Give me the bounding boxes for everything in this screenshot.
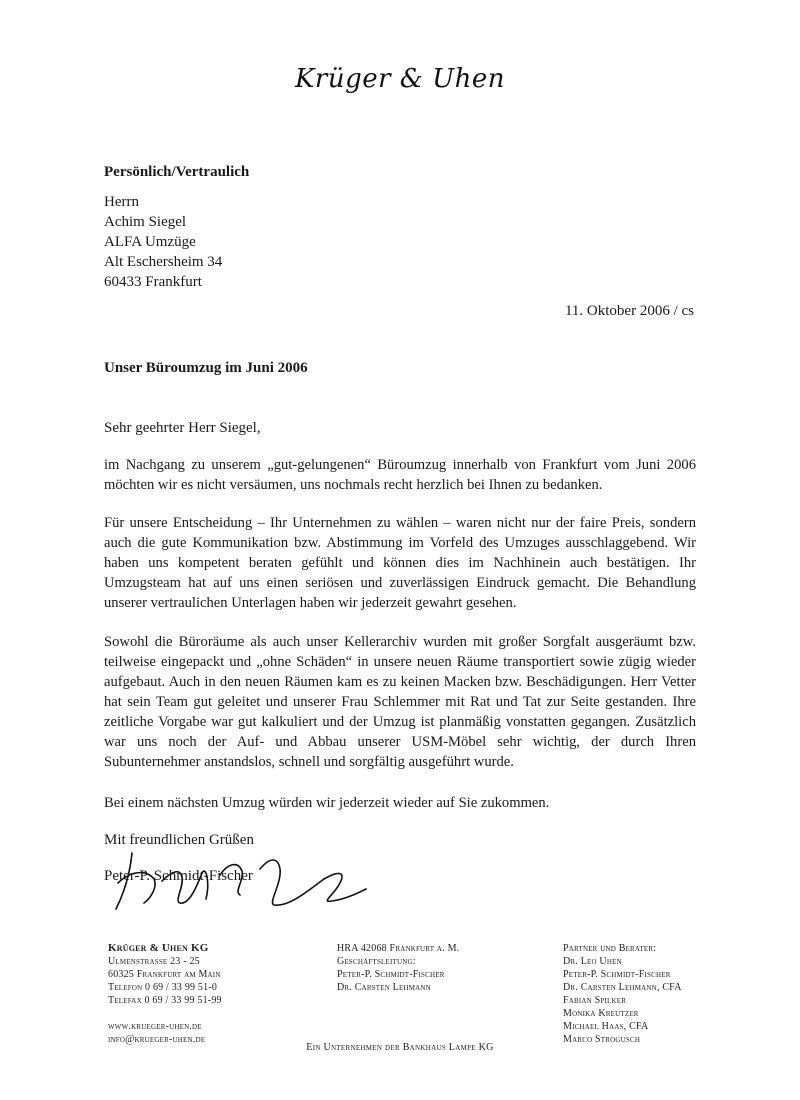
footer-line: Dr. Carsten Lehmann — [337, 982, 431, 993]
body-paragraph: Sowohl die Büroräume als auch unser Kellerarchiv wurden mit großer Sorgfalt ausgeräumt bzw. teilweise eingepackt und „ohne Schäden“ in unsere neuen Räume transportiert sowie zügig wieder aufgebaut. Auch in den neuen Räumen kam es zu keinen Macken bzw. Beschädigungen. Herr Vetter hat sein Team gut geleitet und unserer Frau Schlemmer mit Rat und Tat zur Seite gestanden. Ihre zeitliche Vorgabe war gut kalkuliert und der Umzug ist planmäßig vonstatten gegangen. Zusätzlich war uns noch der Auf- und Abbau unserer USM-Möbel sehr wichtig, der durch Ihren Subunternehmer anstandslos, schnell und sorgfältig ausgeführt wurde. — [104, 634, 696, 770]
closing: Mit freundlichen Grüßen — [104, 832, 254, 848]
recipient-line: 60433 Frankfurt — [104, 274, 202, 290]
footer-line: 60325 Frankfurt am Main — [108, 969, 221, 980]
recipient-address — [104, 192, 222, 292]
footer-email-link[interactable]: info@krueger-uhen.de — [108, 1034, 206, 1045]
recipient-line: ALFA Umzüge — [104, 234, 196, 250]
footer-line: HRA 42068 Frankfurt a. M. — [337, 943, 460, 954]
footer-line: Fabian Spilker — [563, 995, 627, 1006]
confidential-label: Persönlich/Vertraulich — [104, 164, 250, 180]
footer-line: Geschäftsleitung: — [337, 956, 416, 967]
footer-line: Ulmenstrasse 23 - 25 — [108, 956, 200, 967]
footer-company-block — [108, 942, 222, 1007]
signer-name: Peter-P. Schmidt-Fischer — [104, 868, 253, 884]
company-logo: Krüger & Uhen — [294, 64, 506, 94]
body-paragraph: im Nachgang zu unserem „gut-gelungenen“ Büroumzug innerhalb von Frankfurt vom Juni 2006 möchten wir es nicht versäumen, uns nochmals recht herzlich bei Ihnen zu bedanken. — [104, 457, 696, 493]
footer-line: Monika Kreutzer — [563, 1008, 639, 1019]
footer-line: Dr. Leo Uhen — [563, 956, 622, 967]
recipient-line: Herrn — [104, 194, 139, 210]
footer-register-block — [337, 942, 459, 994]
footer-line: Dr. Carsten Lehmann, CFA — [563, 982, 682, 993]
body-paragraph: Bei einem nächsten Umzug würden wir jederzeit wieder auf Sie zukommen. — [104, 795, 550, 811]
footer-parent-company: Ein Unternehmen der Bankhaus Lampe KG — [306, 1042, 494, 1053]
footer-line: Telefon 0 69 / 33 99 51-0 — [108, 982, 218, 993]
footer-line: Telefax 0 69 / 33 99 51-99 — [108, 995, 222, 1006]
footer-company-name: Krüger & Uhen KG — [108, 942, 209, 954]
footer-line: Peter-P. Schmidt-Fischer — [563, 969, 671, 980]
footer-line: Partner und Berater: — [563, 943, 657, 954]
recipient-line: Achim Siegel — [104, 214, 187, 230]
footer-partners-block — [563, 942, 682, 1046]
footer-line: Marco Strogusch — [563, 1034, 641, 1045]
footer-line: Michael Haas, CFA — [563, 1021, 649, 1032]
footer-line: Peter-P. Schmidt-Fischer — [337, 969, 445, 980]
salutation: Sehr geehrter Herr Siegel, — [104, 420, 261, 436]
recipient-line: Alt Eschersheim 34 — [104, 254, 223, 270]
letter-date: 11. Oktober 2006 / cs — [564, 303, 694, 319]
body-paragraph: Für unsere Entscheidung – Ihr Unternehmen zu wählen – waren nicht nur der faire Preis, sondern auch die gute Kommunikation bzw. Abstimmung im Vorfeld des Umzuges ausschlaggebend. Wir haben uns kompetent beraten gefühlt und können dies im Nachhinein auch bestätigen. Ihr Umzugsteam hat auf uns einen seriösen und zuverlässigen Eindruck gemacht. Die Behandlung unserer vertraulichen Unterlagen haben wir jederzeit gewahrt gesehen. — [104, 515, 696, 611]
letter-subject: Unser Büroumzug im Juni 2006 — [104, 360, 308, 376]
footer-website-link[interactable]: www.krueger-uhen.de — [108, 1021, 202, 1032]
